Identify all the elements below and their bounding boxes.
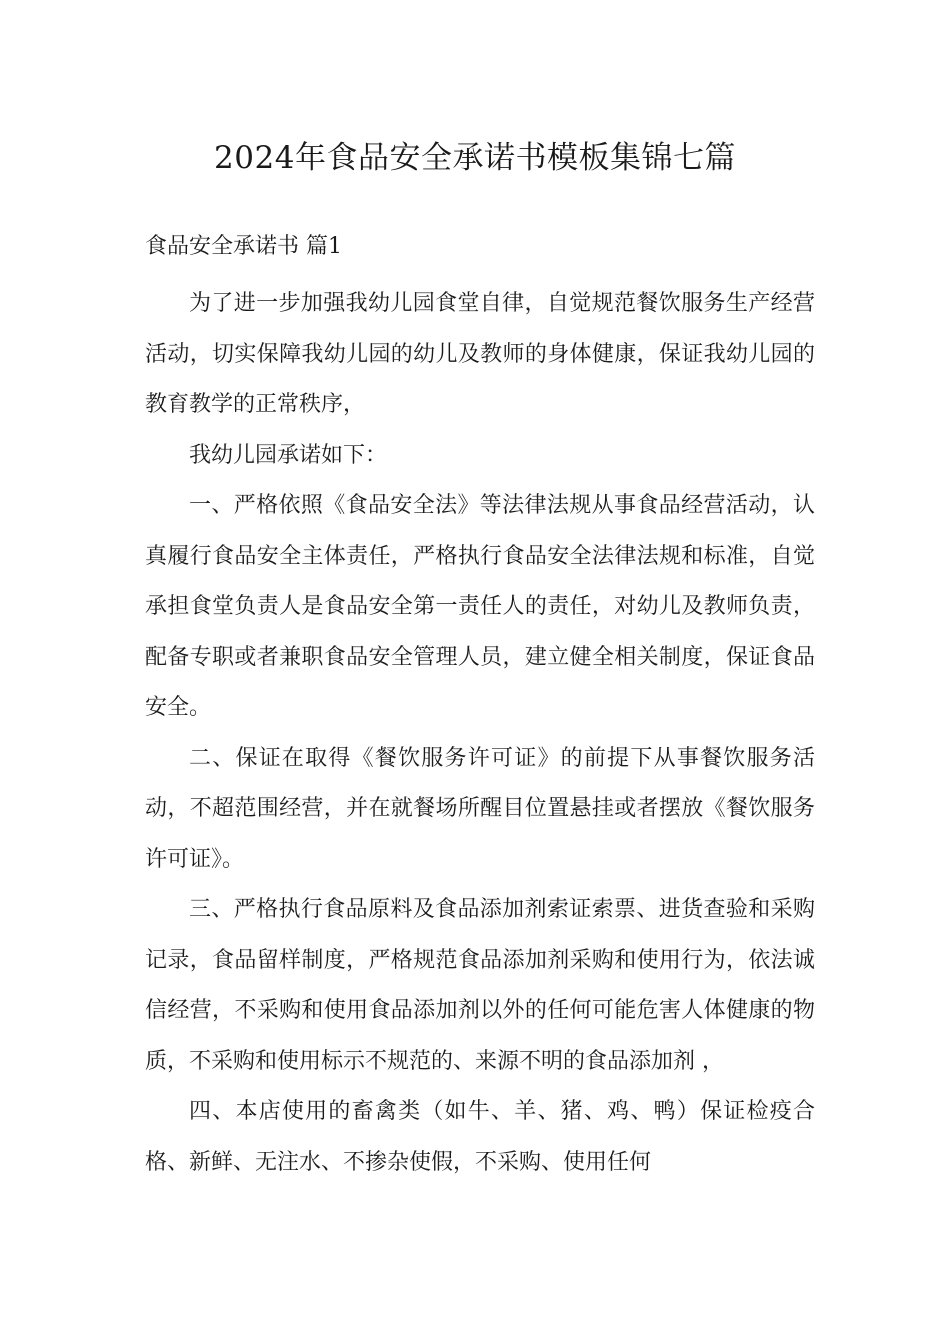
paragraph-commitment-lead: 我幼儿园承诺如下：: [189, 442, 388, 468]
paragraph-item-1: 一、严格依照《食品安全法》等法律法规从事食品经营活动，认真履行食品安全主体责任，严格执行食品安全法律法规和标准，自觉承担食堂负责人是食品安全第一责任人的责任，对幼儿及教师负责，配备专职或者兼职食品安全管理人员，建立健全相关制度，保证食品安全。: [145, 493, 815, 720]
document-body: [145, 279, 815, 1188]
paragraph-intro: 为了进一步加强我幼儿园食堂自律，自觉规范餐饮服务生产经营活动，切实保障我幼儿园的幼儿及教师的身体健康，保证我幼儿园的教育教学的正常秩序，: [145, 291, 815, 417]
document-title: 2024年食品安全承诺书模板集锦七篇: [214, 140, 736, 176]
paragraph-item-2: 二、保证在取得《餐饮服务许可证》的前提下从事餐饮服务活动，不超范围经营，并在就餐场所醒目位置悬挂或者摆放《餐饮服务许可证》。: [145, 745, 815, 872]
paragraph-item-4: 四、本店使用的畜禽类（如牛、羊、猪、鸡、鸭）保证检疫合格、新鲜、无注水、不掺杂使假，不采购、使用任何: [145, 1099, 815, 1175]
paragraph-item-3: 三、严格执行食品原料及食品添加剂索证索票、进货查验和采购记录，食品留样制度，严格规范食品添加剂采购和使用行为，依法诚信经营，不采购和使用食品添加剂以外的任何可能危害人体健康的物质，不采购和使用标示不规范的、来源不明的食品添加剂 ，: [145, 897, 815, 1074]
section-heading: 食品安全承诺书 篇1: [145, 234, 342, 259]
